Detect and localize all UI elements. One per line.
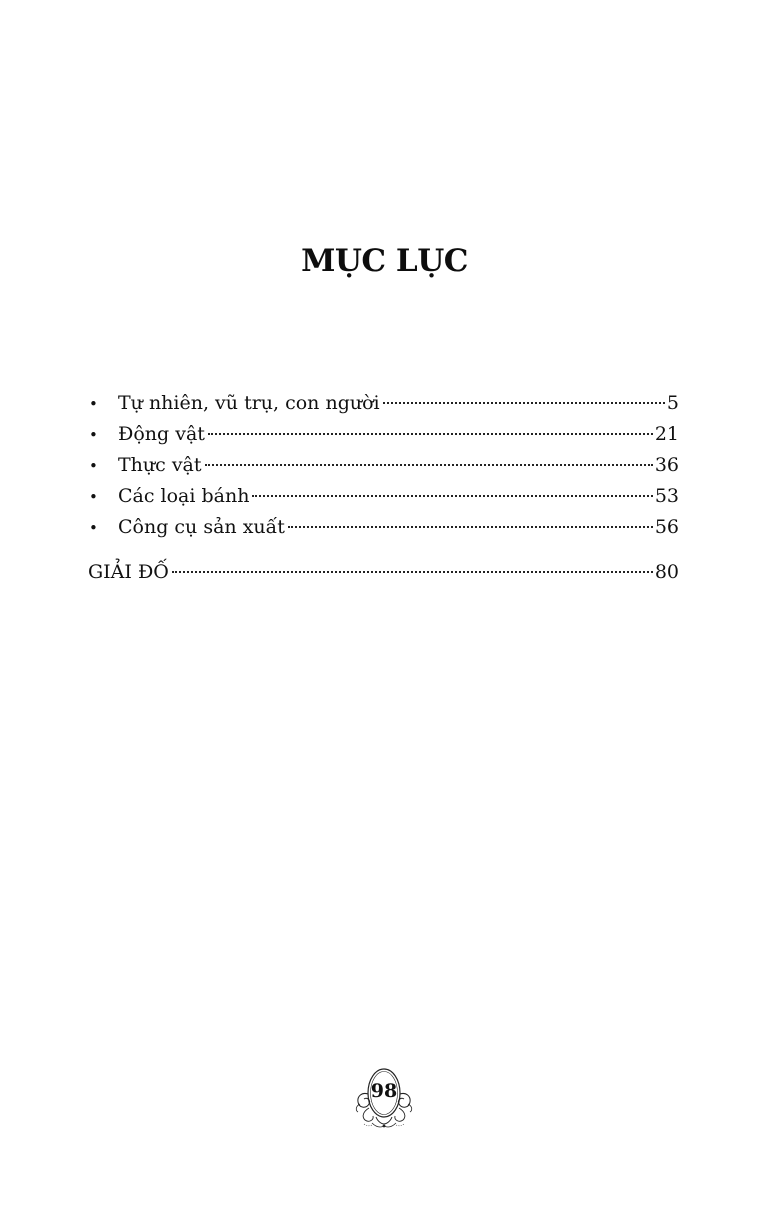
toc-section-label: GIẢI ĐỐ xyxy=(88,561,169,583)
table-of-contents xyxy=(88,388,679,588)
toc-entry-page: 21 xyxy=(654,423,679,445)
toc-entry-label: Thực vật xyxy=(118,454,202,476)
toc-entry[interactable] xyxy=(88,512,679,543)
toc-entry-page: 5 xyxy=(666,392,679,414)
toc-entry[interactable] xyxy=(88,481,679,512)
dot-leader xyxy=(172,571,653,573)
dot-leader xyxy=(252,495,652,497)
page-title: MỤC LỤC xyxy=(301,243,468,279)
toc-entry[interactable] xyxy=(88,450,679,481)
dot-leader xyxy=(288,526,653,528)
toc-entry-label: Các loại bánh xyxy=(118,485,250,507)
bullet-icon: • xyxy=(89,395,98,413)
bullet-icon: • xyxy=(89,519,98,537)
bullet-icon: • xyxy=(89,426,98,444)
bullet-icon: • xyxy=(89,457,98,475)
toc-section-entry[interactable] xyxy=(88,557,679,588)
page-number: 98 xyxy=(370,1080,398,1102)
dot-leader xyxy=(205,464,653,466)
toc-entry-page: 36 xyxy=(654,454,679,476)
toc-entry-page: 53 xyxy=(654,485,679,507)
toc-entry[interactable] xyxy=(88,388,679,419)
toc-section-page: 80 xyxy=(654,561,679,583)
toc-entry-label: Động vật xyxy=(118,423,205,445)
bullet-icon: • xyxy=(89,488,98,506)
toc-entry-label: Tự nhiên, vũ trụ, con người xyxy=(118,392,380,414)
toc-entry-page: 56 xyxy=(654,516,679,538)
toc-entry[interactable] xyxy=(88,419,679,450)
dot-leader xyxy=(208,433,653,435)
dot-leader xyxy=(383,402,665,404)
toc-entry-label: Công cụ sản xuất xyxy=(118,516,285,538)
